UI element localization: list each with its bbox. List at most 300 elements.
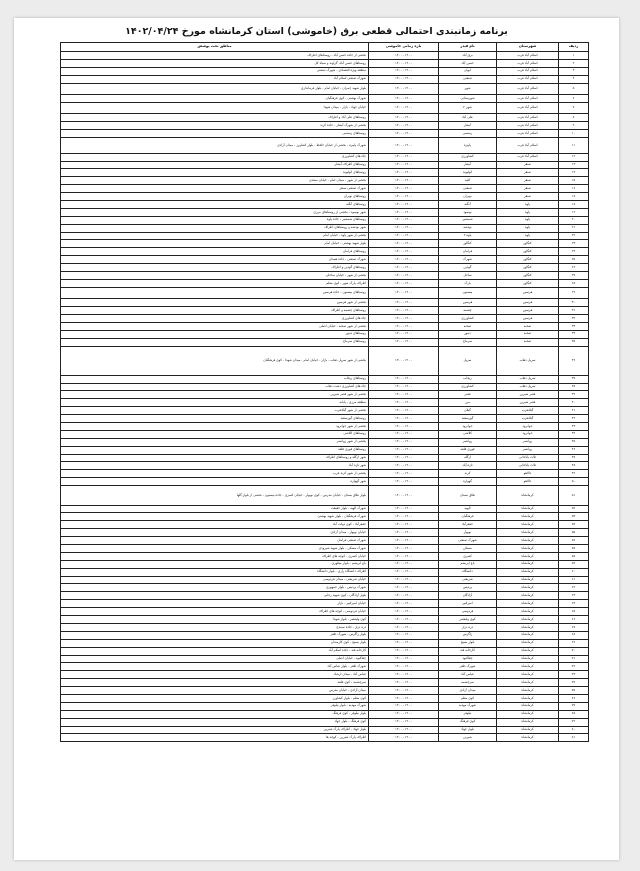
feeder-cell: امیرکبیر <box>439 600 497 608</box>
areas-cell: روستاهای سرماج <box>61 338 369 346</box>
areas-cell: بلوار بسیج - کوی کارمندان <box>61 639 369 647</box>
row-number-cell: ۲۵ <box>559 256 589 264</box>
city-cell: کرمانشاه <box>497 663 559 671</box>
feeder-cell: کشاورزی <box>439 153 497 161</box>
areas-cell: بلوار شهید بهشتی - خیابان امام <box>61 240 369 248</box>
feeder-cell: صنعتی <box>439 75 497 83</box>
row-number-cell: ۴۷ <box>559 454 589 462</box>
time-cell: ۱۴۰۰-۱۲۰۰ <box>369 687 439 695</box>
areas-cell: بلوار جهاد - اطراف پارک شیرین <box>61 726 369 734</box>
areas-cell: روستاهای چشمه و اطراف <box>61 307 369 315</box>
outage-schedule-table <box>60 42 589 742</box>
feeder-cell: کلاشی <box>439 430 497 438</box>
row-number-cell: ۸۰ <box>559 726 589 734</box>
areas-cell: کوی فرهنگ - بلوار جهاد <box>61 718 369 726</box>
city-cell: صحنه <box>497 322 559 330</box>
city-cell: کرمانشاه <box>497 560 559 568</box>
table-row <box>61 679 589 687</box>
areas-cell: سرچشمه - کوی قلعه <box>61 679 369 687</box>
time-cell: ۱۴۰۰-۱۲۰۰ <box>369 383 439 391</box>
city-cell: صحنه <box>497 330 559 338</box>
row-number-cell: ۴۲ <box>559 415 589 423</box>
areas-cell: منطقه مرزی - پایانه <box>61 399 369 407</box>
feeder-cell: کشاورزی <box>439 383 497 391</box>
city-cell: کرمانشاه <box>497 537 559 545</box>
time-cell: ۱۴۰۰-۱۲۰۰ <box>369 153 439 161</box>
header-city: شهرستان <box>497 43 559 52</box>
city-cell: کرمانشاه <box>497 608 559 616</box>
feeder-cell: کسری <box>439 552 497 560</box>
city-cell: کرمانشاه <box>497 694 559 702</box>
row-number-cell: ۶ <box>559 95 589 103</box>
areas-cell: روستاهای قوری قلعه <box>61 446 369 454</box>
time-cell: ۱۴۰۰-۱۲۰۰ <box>369 391 439 399</box>
table-row <box>61 560 589 568</box>
city-cell: کرمانشاه <box>497 734 559 742</box>
table-row <box>61 383 589 391</box>
table-header-row <box>61 43 589 52</box>
row-number-cell: ۵۶ <box>559 537 589 545</box>
areas-cell: بخشی از شهر پاوه - خیابان امام <box>61 232 369 240</box>
row-number-cell: ۷۳ <box>559 671 589 679</box>
table-row <box>61 702 589 710</box>
time-cell: ۱۴۰۰-۱۲۰۰ <box>369 462 439 470</box>
feeder-cell: مسکن <box>439 545 497 553</box>
time-cell: ۱۴۰۰-۱۲۰۰ <box>369 315 439 323</box>
time-cell: ۱۴۰۰-۱۲۰۰ <box>369 287 439 299</box>
row-number-cell: ۳۱ <box>559 307 589 315</box>
time-cell: ۱۴۰۰-۱۲۰۰ <box>369 415 439 423</box>
table-row <box>61 264 589 272</box>
time-cell: ۱۴۰۰-۱۲۰۰ <box>369 521 439 529</box>
areas-cell: بخشی از شهر قصر شیرین <box>61 391 369 399</box>
city-cell: کرمانشاه <box>497 655 559 663</box>
row-number-cell: ۵ <box>559 83 589 95</box>
feeder-cell: آنگنه <box>439 200 497 208</box>
time-cell: ۱۴۰۰-۱۲۰۰ <box>369 169 439 177</box>
city-cell: هرسین <box>497 315 559 323</box>
feeder-cell: کوی فرهنگ <box>439 718 497 726</box>
header-areas: مناطق تحت پوشش <box>61 43 369 52</box>
row-number-cell: ۴۸ <box>559 462 589 470</box>
time-cell: ۱۴۰۰-۱۲۰۰ <box>369 185 439 193</box>
page-title: برنامه زمانبندی احتمالی قطعی برق (خاموشی) استان کرمانشاه مورخ ۱۴۰۲/۰۴/۲۴ <box>125 26 508 37</box>
table-row <box>61 631 589 639</box>
areas-cell: روستاهای آنگنه <box>61 200 369 208</box>
city-cell: سنقر <box>497 169 559 177</box>
city-cell: اسلام آباد غرب <box>497 59 559 67</box>
city-cell: گیلانغرب <box>497 415 559 423</box>
city-cell: اسلام آباد غرب <box>497 75 559 83</box>
feeder-cell: قوری قلعه <box>439 446 497 454</box>
city-cell: روانسر <box>497 446 559 454</box>
city-cell: کرمانشاه <box>497 702 559 710</box>
areas-cell: خیابان امیرکبیر - بازار <box>61 600 369 608</box>
row-number-cell: ۴۱ <box>559 407 589 415</box>
feeder-cell: صحنه <box>439 322 497 330</box>
table-row <box>61 505 589 513</box>
city-cell: ثلاث باباجانی <box>497 462 559 470</box>
time-cell: ۱۴۰۰-۱۲۰۰ <box>369 83 439 95</box>
time-cell: ۱۴۰۰-۱۲۰۰ <box>369 177 439 185</box>
time-cell: ۱۴۰۰-۱۲۰۰ <box>369 122 439 130</box>
feeder-cell: کلیه <box>439 177 497 185</box>
areas-cell: بخشی از جاده حسن آباد - روستاهای اطراف <box>61 52 369 60</box>
feeder-cell: روانسر <box>439 438 497 446</box>
table-row <box>61 521 589 529</box>
city-cell: کرمانشاه <box>497 616 559 624</box>
table-row <box>61 726 589 734</box>
time-cell: ۱۴۰۰-۱۲۰۰ <box>369 616 439 624</box>
feeder-cell: شهرک صنعتی <box>439 537 497 545</box>
time-cell: ۱۴۰۰-۱۲۰۰ <box>369 631 439 639</box>
areas-cell: بخشی از شهرک آبشار - جاده کرند <box>61 122 369 130</box>
city-cell: هرسین <box>497 307 559 315</box>
feeder-cell: عباس آباد <box>439 671 497 679</box>
feeder-cell: نودشه <box>439 224 497 232</box>
table-row <box>61 232 589 240</box>
areas-cell: شهرک پاییزه - بخشی از خیابان حافظ - بلوار کشاورز - میدان آزادی <box>61 138 369 154</box>
table-row <box>61 169 589 177</box>
feeder-cell: بلوار جهاد <box>439 726 497 734</box>
areas-cell: بلوار زاگرس - شهرک ظفر <box>61 631 369 639</box>
time-cell: ۱۴۰۰-۱۲۰۰ <box>369 513 439 521</box>
feeder-cell: کرند <box>439 470 497 478</box>
city-cell: قصر شیرین <box>497 391 559 399</box>
table-row <box>61 446 589 454</box>
row-number-cell: ۶۶ <box>559 616 589 624</box>
time-cell: ۱۴۰۰-۱۲۰۰ <box>369 193 439 201</box>
row-number-cell: ۳۶ <box>559 346 589 375</box>
feeder-cell: پاییزه <box>439 138 497 154</box>
city-cell: سرپل ذهاب <box>497 383 559 391</box>
city-cell: سنقر <box>497 185 559 193</box>
feeder-cell: آبشار <box>439 161 497 169</box>
row-number-cell: ۵۱ <box>559 486 589 506</box>
time-cell: ۱۴۰۰-۱۲۰۰ <box>369 264 439 272</box>
areas-cell: روستاهای رستمی <box>61 130 369 138</box>
row-number-cell: ۵۹ <box>559 560 589 568</box>
areas-cell: شهر نوسود - بخشی از روستاهای مرزی <box>61 208 369 216</box>
city-cell: سنقر <box>497 161 559 169</box>
city-cell: سرپل ذهاب <box>497 346 559 375</box>
areas-cell: جعفرآباد - کوی دولت آباد <box>61 521 369 529</box>
table-row <box>61 240 589 248</box>
time-cell: ۱۴۰۰-۱۲۰۰ <box>369 537 439 545</box>
city-cell: کرمانشاه <box>497 639 559 647</box>
header-row-number: ردیف <box>559 43 589 52</box>
city-cell: سرپل ذهاب <box>497 375 559 383</box>
city-cell: کرمانشاه <box>497 486 559 506</box>
time-cell: ۱۴۰۰-۱۲۰۰ <box>369 647 439 655</box>
row-number-cell: ۳ <box>559 67 589 75</box>
time-cell: ۱۴۰۰-۱۲۰۰ <box>369 224 439 232</box>
feeder-cell: شمشیر <box>439 216 497 224</box>
time-cell: ۱۴۰۰-۱۲۰۰ <box>369 299 439 307</box>
table-row <box>61 279 589 287</box>
table-row <box>61 346 589 375</box>
time-cell: ۱۴۰۰-۱۲۰۰ <box>369 346 439 375</box>
table-row <box>61 671 589 679</box>
row-number-cell: ۴۳ <box>559 422 589 430</box>
row-number-cell: ۵۰ <box>559 478 589 486</box>
city-cell: اسلام آباد غرب <box>497 153 559 161</box>
city-cell: صحنه <box>497 338 559 346</box>
feeder-cell: دینور <box>439 330 497 338</box>
feeder-cell: بیستون <box>439 287 497 299</box>
row-number-cell: ۶۹ <box>559 639 589 647</box>
time-cell: ۱۴۰۰-۱۲۰۰ <box>369 505 439 513</box>
feeder-cell: پردیس <box>439 584 497 592</box>
time-cell: ۱۴۰۰-۱۲۰۰ <box>369 545 439 553</box>
areas-cell: اطراف دانشگاه رازی - بلوار دانشگاه <box>61 568 369 576</box>
time-cell: ۱۴۰۰-۱۲۰۰ <box>369 102 439 114</box>
row-number-cell: ۴۶ <box>559 446 589 454</box>
areas-cell: شهرک فرهنگیان - بلوار شهید بهشتی <box>61 513 369 521</box>
city-cell: کرمانشاه <box>497 529 559 537</box>
city-cell: کنگاور <box>497 264 559 272</box>
areas-cell: خیابان کسری - کوچه های اطراف <box>61 552 369 560</box>
table-row <box>61 287 589 299</box>
time-cell: ۱۴۰۰-۱۲۰۰ <box>369 702 439 710</box>
areas-cell: بلوار نیلوفر - کوی فرهنگ <box>61 710 369 718</box>
time-cell: ۱۴۰۰-۱۲۰۰ <box>369 138 439 154</box>
time-cell: ۱۴۰۰-۱۲۰۰ <box>369 208 439 216</box>
feeder-cell: سرپل <box>439 346 497 375</box>
areas-cell: بلوار طاق بستان - خیابان مدرس - کوی نوبهار - خیابان کسری - جاده بیستون - بخشی از بلوار گلها <box>61 486 369 506</box>
city-cell: کرمانشاه <box>497 623 559 631</box>
city-cell: اسلام آباد غرب <box>497 102 559 114</box>
areas-cell: روستاهای فرامان <box>61 248 369 256</box>
feeder-cell: نیلوفر <box>439 710 497 718</box>
feeder-cell: نویران <box>439 193 497 201</box>
row-number-cell: ۷۹ <box>559 718 589 726</box>
time-cell: ۱۴۰۰-۱۲۰۰ <box>369 438 439 446</box>
feeder-cell: قصر <box>439 391 497 399</box>
table-row <box>61 256 589 264</box>
row-number-cell: ۱۴ <box>559 169 589 177</box>
areas-cell: بلوار آزادگان - کوی شهید رجایی <box>61 592 369 600</box>
feeder-cell: شیرین <box>439 734 497 742</box>
header-feeder: نام فیدر <box>439 43 497 52</box>
areas-cell: بخشی از شهر کرند غرب <box>61 470 369 478</box>
row-number-cell: ۶۷ <box>559 623 589 631</box>
row-number-cell: ۱۲ <box>559 153 589 161</box>
feeder-cell: نوسود <box>439 208 497 216</box>
row-number-cell: ۱۸ <box>559 200 589 208</box>
feeder-cell: الهیه <box>439 505 497 513</box>
areas-cell: چاه های کشاورزی <box>61 153 369 161</box>
table-row <box>61 399 589 407</box>
areas-cell: شهرک صنعتی سنقر <box>61 185 369 193</box>
row-number-cell: ۵۴ <box>559 521 589 529</box>
row-number-cell: ۱۳ <box>559 161 589 169</box>
areas-cell: شهرک مهدیه - بلوار نیلوفر <box>61 702 369 710</box>
table-row <box>61 299 589 307</box>
areas-cell: دره دراز - جاده سنندج <box>61 623 369 631</box>
row-number-cell: ۱۵ <box>559 177 589 185</box>
time-cell: ۱۴۰۰-۱۲۰۰ <box>369 726 439 734</box>
table-row <box>61 513 589 521</box>
city-cell: کرمانشاه <box>497 647 559 655</box>
feeder-cell: صنعتی <box>439 185 497 193</box>
city-cell: کرمانشاه <box>497 552 559 560</box>
time-cell: ۱۴۰۰-۱۲۰۰ <box>369 679 439 687</box>
table-row <box>61 663 589 671</box>
feeder-cell: حسن آباد <box>439 59 497 67</box>
areas-cell: چقاکبود - خیابان اصلی <box>61 655 369 663</box>
table-row <box>61 114 589 122</box>
time-cell: ۱۴۰۰-۱۲۰۰ <box>369 568 439 576</box>
time-cell: ۱۴۰۰-۱۲۰۰ <box>369 130 439 138</box>
city-cell: هرسین <box>497 287 559 299</box>
areas-cell: بخشی از شهر هرسین <box>61 299 369 307</box>
city-cell: کنگاور <box>497 240 559 248</box>
areas-cell: روستاهای علی آباد و اطراف <box>61 114 369 122</box>
row-number-cell: ۴۰ <box>559 399 589 407</box>
feeder-cell: فرامان <box>439 248 497 256</box>
areas-cell: شهر گهواره <box>61 478 369 486</box>
city-cell: کرمانشاه <box>497 631 559 639</box>
row-number-cell: ۳۳ <box>559 322 589 330</box>
areas-cell: بخشی از شهر صحنه - خیابان اصلی <box>61 322 369 330</box>
time-cell: ۱۴۰۰-۱۲۰۰ <box>369 478 439 486</box>
city-cell: کنگاور <box>497 279 559 287</box>
areas-cell: روستاهای گورسفید <box>61 415 369 423</box>
row-number-cell: ۱ <box>559 52 589 60</box>
areas-cell: شهرک صنعتی اسلام آباد <box>61 75 369 83</box>
time-cell: ۱۴۰۰-۱۲۰۰ <box>369 95 439 103</box>
table-row <box>61 130 589 138</box>
row-number-cell: ۲۷ <box>559 271 589 279</box>
row-number-cell: ۷۰ <box>559 647 589 655</box>
feeder-cell: چشمه <box>439 307 497 315</box>
table-row <box>61 592 589 600</box>
time-cell: ۱۴۰۰-۱۲۰۰ <box>369 161 439 169</box>
table-row <box>61 271 589 279</box>
time-cell: ۱۴۰۰-۱۲۰۰ <box>369 200 439 208</box>
table-row <box>61 59 589 67</box>
city-cell: دالاهو <box>497 478 559 486</box>
feeder-cell: آزادگان <box>439 592 497 600</box>
table-row <box>61 568 589 576</box>
time-cell: ۱۴۰۰-۱۲۰۰ <box>369 529 439 537</box>
time-cell: ۱۴۰۰-۱۲۰۰ <box>369 584 439 592</box>
areas-cell: روستاهای کلاشی <box>61 430 369 438</box>
areas-cell: روستاهای حسن آباد، گراوند و سیاه کل <box>61 59 369 67</box>
feeder-cell: جوانرود <box>439 422 497 430</box>
city-cell: کرمانشاه <box>497 671 559 679</box>
feeder-cell: پارک <box>439 279 497 287</box>
city-cell: پاوه <box>497 216 559 224</box>
areas-cell: روستاهای ریجاب <box>61 375 369 383</box>
areas-cell: بخشی از شهر گیلانغرب <box>61 407 369 415</box>
row-number-cell: ۳۹ <box>559 391 589 399</box>
header-time: بازه زمانی خاموشی <box>369 43 439 52</box>
time-cell: ۱۴۰۰-۱۲۰۰ <box>369 592 439 600</box>
table-row <box>61 623 589 631</box>
feeder-cell: کارخانه قند <box>439 647 497 655</box>
table-row <box>61 67 589 75</box>
row-number-cell: ۲۳ <box>559 240 589 248</box>
row-number-cell: ۲۴ <box>559 248 589 256</box>
row-number-cell: ۹ <box>559 122 589 130</box>
city-cell: کرمانشاه <box>497 687 559 695</box>
row-number-cell: ۶۲ <box>559 584 589 592</box>
city-cell: کرمانشاه <box>497 710 559 718</box>
time-cell: ۱۴۰۰-۱۲۰۰ <box>369 307 439 315</box>
areas-cell: کارخانه قند - جاده اسلام آباد <box>61 647 369 655</box>
table-row <box>61 216 589 224</box>
feeder-cell: تازه آباد <box>439 462 497 470</box>
time-cell: ۱۴۰۰-۱۲۰۰ <box>369 232 439 240</box>
feeder-cell: زاگرس <box>439 631 497 639</box>
time-cell: ۱۴۰۰-۱۲۰۰ <box>369 248 439 256</box>
row-number-cell: ۱۷ <box>559 193 589 201</box>
areas-cell: روستاهای نویران <box>61 193 369 201</box>
row-number-cell: ۱۰ <box>559 130 589 138</box>
areas-cell: کوی معلم - بلوار کشاورز <box>61 694 369 702</box>
city-cell: قصر شیرین <box>497 399 559 407</box>
row-number-cell: ۶۴ <box>559 600 589 608</box>
time-cell: ۱۴۰۰-۱۲۰۰ <box>369 256 439 264</box>
areas-cell: شهر ازگله و روستاهای اطراف <box>61 454 369 462</box>
row-number-cell: ۳۴ <box>559 330 589 338</box>
city-cell: سنقر <box>497 193 559 201</box>
time-cell: ۱۴۰۰-۱۲۰۰ <box>369 576 439 584</box>
table-row <box>61 529 589 537</box>
city-cell: اسلام آباد غرب <box>497 67 559 75</box>
row-number-cell: ۲۹ <box>559 287 589 299</box>
row-number-cell: ۳۷ <box>559 375 589 383</box>
city-cell: کرمانشاه <box>497 545 559 553</box>
row-number-cell: ۲۸ <box>559 279 589 287</box>
row-number-cell: ۷ <box>559 102 589 114</box>
row-number-cell: ۵۳ <box>559 513 589 521</box>
feeder-cell: ریجاب <box>439 375 497 383</box>
time-cell: ۱۴۰۰-۱۲۰۰ <box>369 338 439 346</box>
city-cell: کرمانشاه <box>497 513 559 521</box>
areas-cell: روستاهای دینور <box>61 330 369 338</box>
time-cell: ۱۴۰۰-۱۲۰۰ <box>369 454 439 462</box>
table-row <box>61 161 589 169</box>
table-row <box>61 422 589 430</box>
city-cell: پاوه <box>497 208 559 216</box>
time-cell: ۱۴۰۰-۱۲۰۰ <box>369 407 439 415</box>
row-number-cell: ۴۴ <box>559 430 589 438</box>
feeder-cell: رستمی <box>439 130 497 138</box>
areas-cell: شهرک صنعتی فرامان <box>61 537 369 545</box>
feeder-cell: گودین <box>439 264 497 272</box>
row-number-cell: ۳۲ <box>559 315 589 323</box>
table-row <box>61 185 589 193</box>
city-cell: روانسر <box>497 438 559 446</box>
areas-cell: بخشی از شهر - میدان امام - خیابان سعدی <box>61 177 369 185</box>
areas-cell: بخشی از شهر روانسر <box>61 438 369 446</box>
row-number-cell: ۴ <box>559 75 589 83</box>
row-number-cell: ۲ <box>559 59 589 67</box>
table-row <box>61 655 589 663</box>
time-cell: ۱۴۰۰-۱۲۰۰ <box>369 271 439 279</box>
city-cell: اسلام آباد غرب <box>497 83 559 95</box>
city-cell: کنگاور <box>497 271 559 279</box>
row-number-cell: ۷۷ <box>559 702 589 710</box>
time-cell: ۱۴۰۰-۱۲۰۰ <box>369 671 439 679</box>
areas-cell: خیابان نوبهار - میدان آزادی <box>61 529 369 537</box>
table-row <box>61 710 589 718</box>
feeder-cell: ازگله <box>439 454 497 462</box>
table-row <box>61 647 589 655</box>
